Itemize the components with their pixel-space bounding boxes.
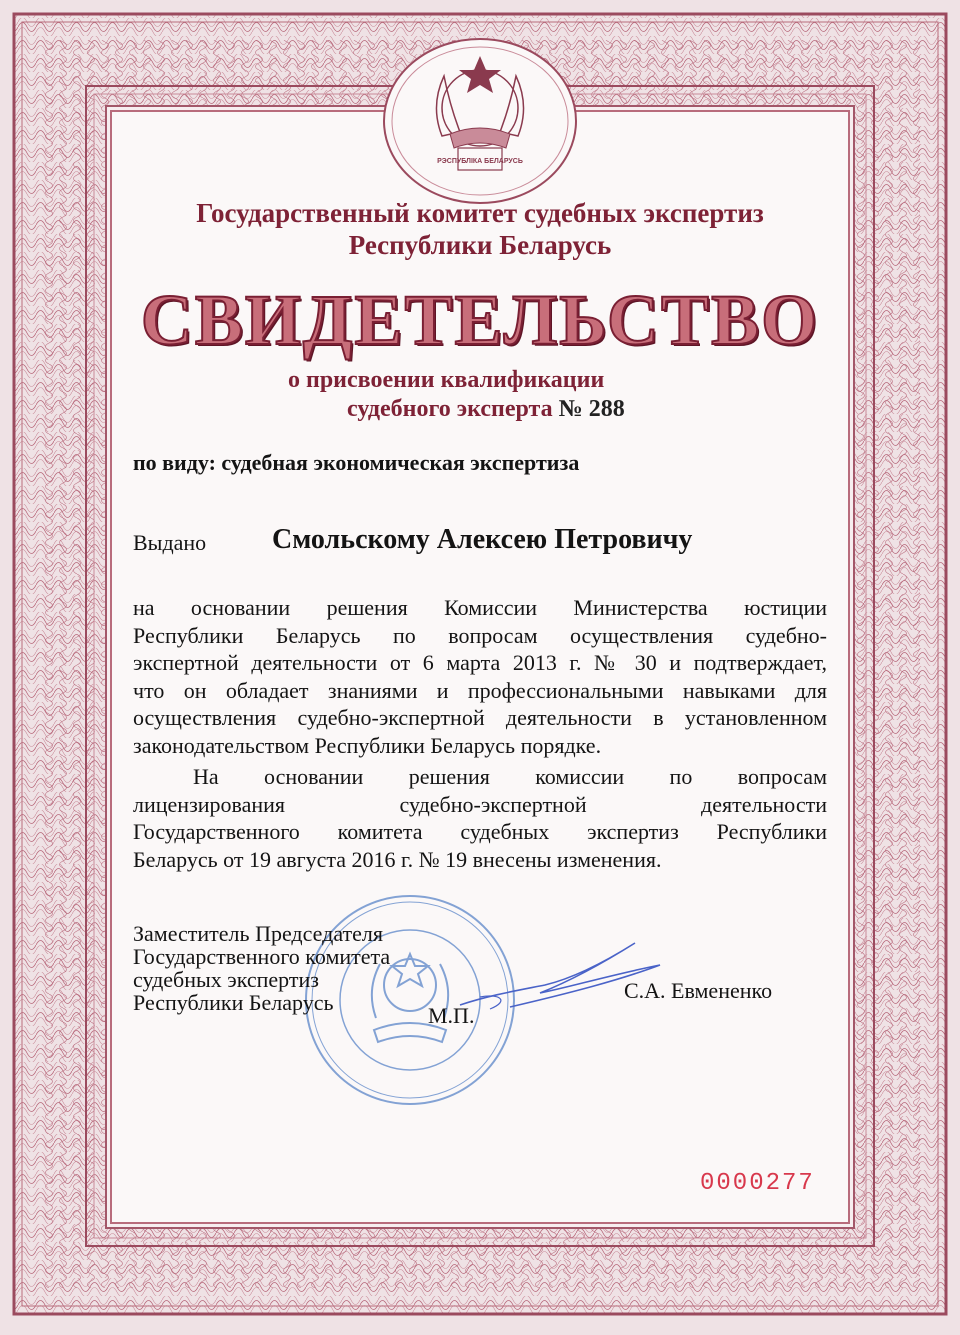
paragraph-2-line: Беларусь от 19 августа 2016 г. № 19 внесены изменения. <box>133 846 662 872</box>
issuer-line-2: Республики Беларусь <box>348 230 612 260</box>
issued-to-name: Смольскому Алексею Петровичу <box>272 524 693 555</box>
paragraph-1-line: экспертной деятельности от 6 марта 2013 г. № 30 и подтверждает, <box>133 650 827 675</box>
issued-label: Выдано <box>133 530 207 555</box>
paragraph-2-line: На основании решения комиссии по вопросам <box>193 764 827 789</box>
paragraph-1-line: осуществления судебно-экспертной деятельности в установленном <box>133 705 827 730</box>
expertise-kind: по виду: судебная экономическая экспертиза <box>133 450 580 475</box>
paragraph-2-line: лицензирования судебно-экспертной деятельности <box>133 791 827 817</box>
certificate-number: № 288 <box>558 396 625 422</box>
subtitle-line-2-prefix: судебного эксперта <box>347 396 553 422</box>
document-title: СВИДЕТЕЛЬСТВО <box>140 280 820 360</box>
emblem-ribbon-text: РЭСПУБЛІКА БЕЛАРУСЬ <box>437 158 523 165</box>
svg-text:РЭСПУБЛІКА БЕЛАРУСЬ <box>437 158 523 165</box>
paragraph-2 <box>133 763 827 873</box>
issuer-line-1: Государственный комитет судебных экспертиз <box>196 198 764 228</box>
signatory-position: Заместитель Председателя Государственного комитета судебных экспертиз Республики Беларусь <box>133 921 391 1015</box>
paragraph-1 <box>133 594 827 759</box>
paragraph-1-line: на основании решения Комиссии Министерства юстиции <box>133 595 827 620</box>
paragraph-2-line: Государственного комитета судебных экспертиз Республики <box>133 819 827 844</box>
state-emblem-icon <box>380 36 580 206</box>
subtitle-line-2 <box>347 395 625 423</box>
signatory-name: С.А. Евмененко <box>624 978 773 1003</box>
paragraph-1-line: законодательством Республики Беларусь порядке. <box>133 732 602 758</box>
paragraph-1-line: Республики Беларусь по вопросам осуществления судебно- <box>133 622 827 648</box>
seal-place-label: М.П. <box>428 1003 475 1028</box>
paragraph-1-line: что он обладает знаниями и профессиональными навыками для <box>133 677 827 703</box>
subtitle-line-1: о присвоении квалификации <box>288 367 605 393</box>
serial-number: 0000277 <box>700 1170 815 1197</box>
